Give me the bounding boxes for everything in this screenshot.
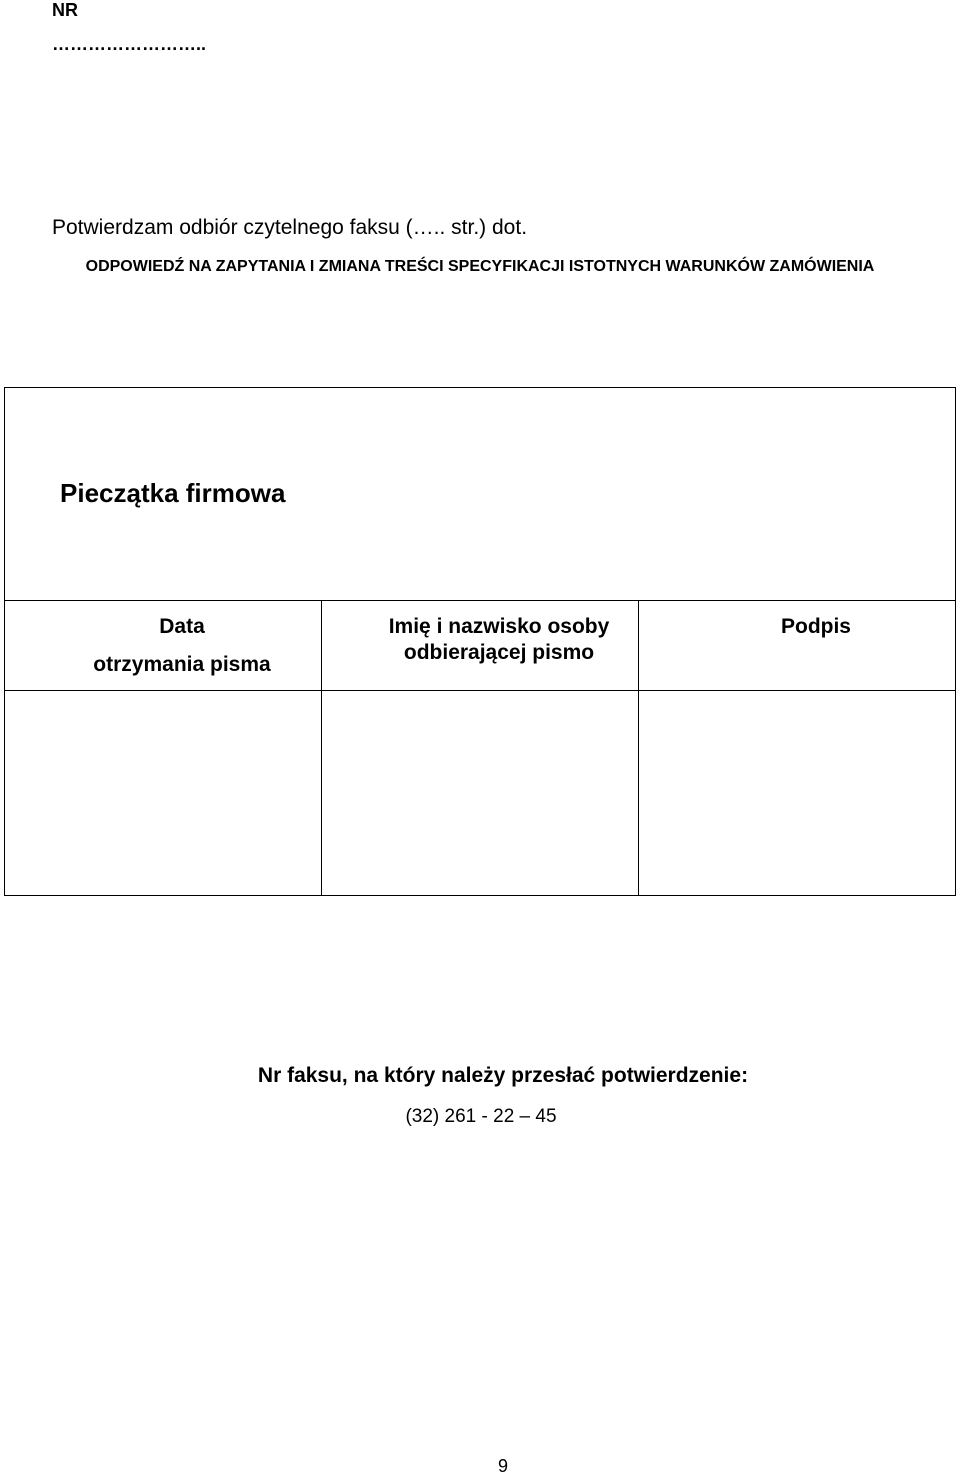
column-header-date-line1: Data — [159, 615, 205, 638]
company-stamp-label: Pieczątka firmowa — [60, 478, 286, 508]
column-header-name-line2: odbierającej pismo — [403, 641, 595, 664]
column-header-signature — [638, 600, 960, 704]
document-subject: ODPOWIEDŹ NA ZAPYTANIA I ZMIANA TREŚCI SPECYFIKACJI ISTOTNYCH WARUNKÓW ZAMÓWIENIA — [85, 258, 875, 275]
name-entry-cell[interactable] — [322, 690, 638, 895]
column-header-signature-line1: Podpis — [780, 615, 851, 638]
company-stamp-area — [5, 388, 955, 600]
fax-number-value: (32) 261 - 22 – 45 — [405, 1106, 557, 1127]
fax-number-heading: Nr faksu, na który należy przesłać potwierdzenie: — [257, 1064, 749, 1087]
column-header-date-line2: otrzymania pisma — [93, 653, 271, 676]
nr-label: NR — [52, 0, 78, 20]
column-header-name — [321, 600, 677, 704]
column-header-name-line1: Imię i nazwisko osoby — [388, 615, 610, 638]
page-number: 9 — [497, 1456, 508, 1476]
date-entry-cell[interactable] — [5, 690, 321, 895]
confirmation-text: Potwierdzam odbiór czytelnego faksu (….. str.) dot. — [52, 216, 528, 239]
confirmation-form-table — [4, 387, 956, 896]
nr-placeholder-dots: …………………….. — [52, 34, 207, 54]
signature-entry-cell[interactable] — [639, 690, 955, 895]
column-header-date — [5, 600, 359, 704]
